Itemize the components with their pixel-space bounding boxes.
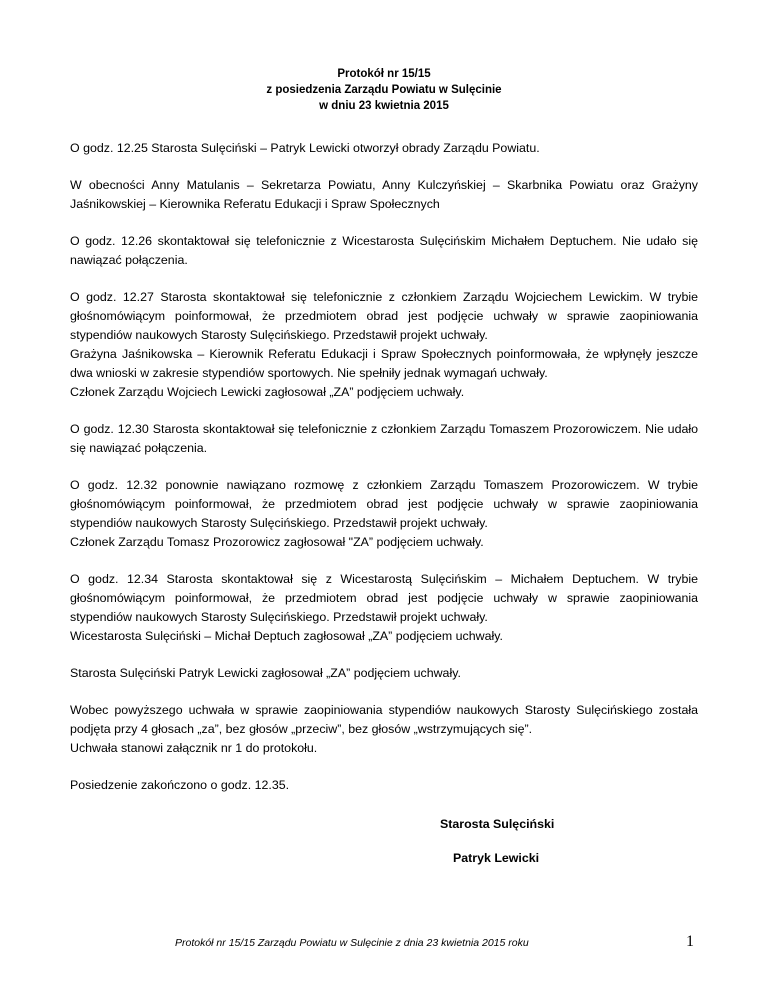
paragraph bbox=[70, 288, 698, 402]
paragraph bbox=[70, 420, 698, 458]
paragraph-line: Wobec powyższego uchwała w sprawie zaopiniowania stypendiów naukowych Starosty Sulęcińskiego została podjęta przy 4 głosach „za”, bez głosów „przeciw”, bez głosów „wstrzymujących się”. bbox=[70, 703, 698, 736]
paragraph-line: O godz. 12.30 Starosta skontaktował się telefonicznie z członkiem Zarządu Tomaszem Prozorowiczem. Nie udało się nawiązać połączenia. bbox=[70, 422, 698, 455]
paragraph bbox=[70, 232, 698, 270]
paragraph bbox=[70, 776, 698, 795]
paragraph bbox=[70, 176, 698, 214]
paragraph-line: Starosta Sulęciński Patryk Lewicki zagłosował „ZA” podjęciem uchwały. bbox=[70, 666, 461, 680]
paragraph-line: Posiedzenie zakończono o godz. 12.35. bbox=[70, 778, 290, 792]
paragraph bbox=[70, 701, 698, 758]
paragraph-line: O godz. 12.27 Starosta skontaktował się telefonicznie z członkiem Zarządu Wojciechem Lewickim. W trybie głośnomówiącym poinformował, że przedmiotem obrad jest podjęcie uchwały w sprawie zaopiniowania stypendiów naukowych Starosty Sulęcińskiego. Przedstawił projekt uchwały. bbox=[70, 290, 698, 342]
paragraph-line: Grażyna Jaśnikowska – Kierownik Referatu Edukacji i Spraw Społecznych poinformowała, że wpłynęły jeszcze dwa wnioski w zakresie stypendiów sportowych. Nie spełniły jednak wymagań uchwały. bbox=[70, 347, 698, 380]
signature-name: Patryk Lewicki bbox=[453, 851, 540, 865]
paragraph-line: Członek Zarządu Tomasz Prozorowicz zagłosował "ZA” podjęciem uchwały. bbox=[70, 535, 484, 549]
document-header bbox=[0, 66, 768, 114]
signature-title: Starosta Sulęciński bbox=[440, 817, 555, 831]
paragraph bbox=[70, 476, 698, 552]
paragraph bbox=[70, 570, 698, 646]
paragraph bbox=[70, 139, 698, 158]
paragraph-line: Członek Zarządu Wojciech Lewicki zagłosował „ZA” podjęciem uchwały. bbox=[70, 385, 465, 399]
header-subtitle: z posiedzenia Zarządu Powiatu w Sulęcinie bbox=[266, 84, 502, 96]
paragraph-line: Wicestarosta Sulęciński – Michał Deptuch zagłosował „ZA” podjęciem uchwały. bbox=[70, 629, 503, 643]
page-number: 1 bbox=[686, 933, 694, 950]
header-title: Protokół nr 15/15 bbox=[337, 68, 431, 80]
paragraph-line: O godz. 12.25 Starosta Sulęciński – Patryk Lewicki otworzył obrady Zarządu Powiatu. bbox=[70, 141, 540, 155]
document-body bbox=[70, 139, 698, 813]
paragraph-line: O godz. 12.32 ponownie nawiązano rozmowę z członkiem Zarządu Tomaszem Prozorowiczem. W trybie głośnomówiącym poinformował, że przedmiotem obrad jest podjęcie uchwały w sprawie zaopiniowania stypendiów naukowych Starosty Sulęcińskiego. Przedstawił projekt uchwały. bbox=[70, 478, 698, 530]
paragraph-line: W obecności Anny Matulanis – Sekretarza Powiatu, Anny Kulczyńskiej – Skarbnika Powiatu oraz Grażyny Jaśnikowskiej – Kierownika Referatu Edukacji i Spraw Społecznych bbox=[70, 178, 698, 211]
header-date: w dniu 23 kwietnia 2015 bbox=[319, 100, 449, 112]
paragraph-line: O godz. 12.26 skontaktował się telefonicznie z Wicestarosta Sulęcińskim Michałem Deptuchem. Nie udało się nawiązać połączenia. bbox=[70, 234, 698, 267]
paragraph bbox=[70, 664, 698, 683]
paragraph-line: O godz. 12.34 Starosta skontaktował się z Wicestarostą Sulęcińskim – Michałem Deptuchem. W trybie głośnomówiącym poinformował, że przedmiotem obrad jest podjęcie uchwały w sprawie zaopiniowania stypendiów naukowych Starosty Sulęcińskiego. Przedstawił projekt uchwały. bbox=[70, 572, 698, 624]
page-footer: Protokół nr 15/15 Zarządu Powiatu w Sulęcinie z dnia 23 kwietnia 2015 roku bbox=[175, 937, 529, 949]
paragraph-line: Uchwała stanowi załącznik nr 1 do protokołu. bbox=[70, 741, 318, 755]
